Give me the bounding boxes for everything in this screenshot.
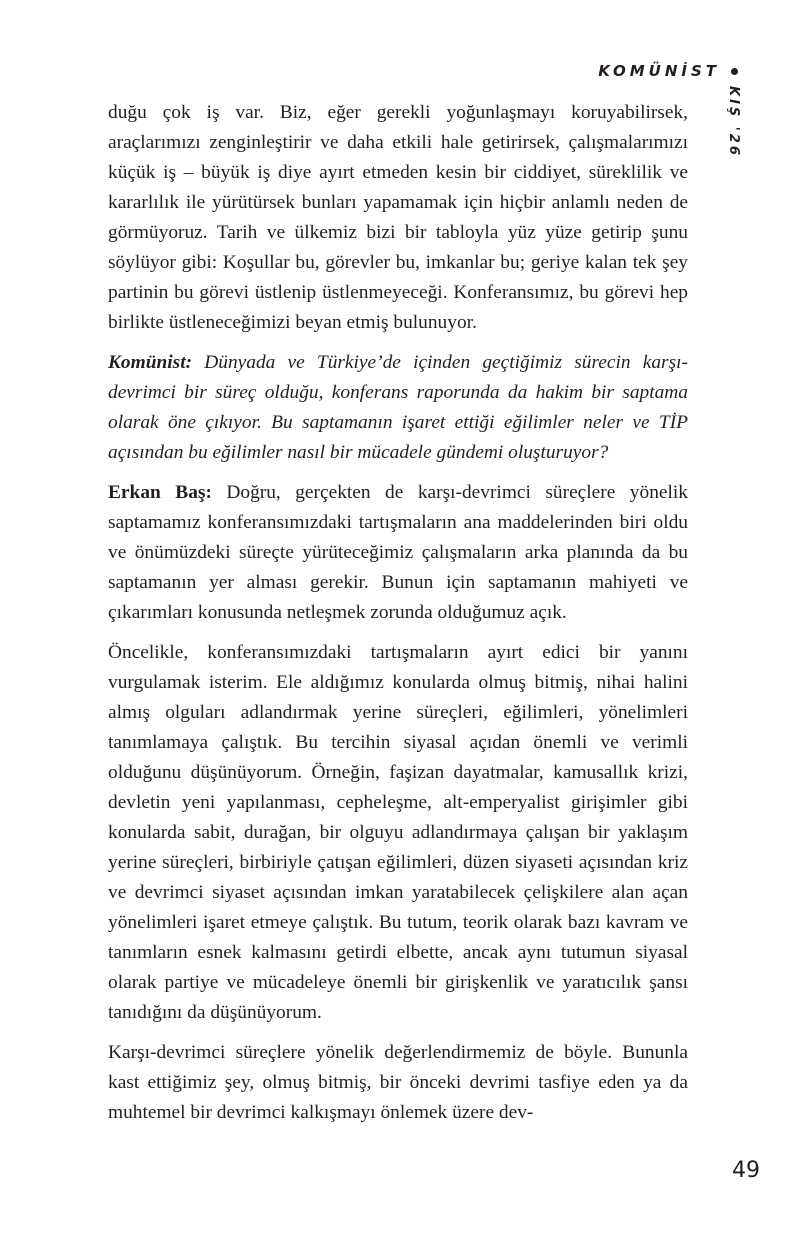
speaker-name: Erkan Baş:: [108, 482, 212, 503]
header-bullet-icon: [731, 68, 738, 75]
running-header-title: KOMÜNİST: [598, 62, 720, 80]
speaker-name: Komünist:: [108, 352, 193, 373]
question-text: Dünyada ve Türkiye’de içinden geçtiğimiz sürecin karşı-devrimci bir süreç olduğu, konferans raporunda da hakim bir saptama olarak öne çıkıyor. Bu saptamanın işaret ettiği eğilimler neler ve TİP açısından bu eğilimler nasıl bir mücadele gündemi oluşturuyor?: [108, 352, 688, 463]
interview-question: [108, 348, 688, 468]
paragraph-text: Karşı-devrimci süreçlere yönelik değerlendirmemiz de böyle. Bununla kast ettiğimiz şey, olmuş bitmiş, bir önceki devrimi tasfiye eden ya da muhtemel bir devrimci kalkışmayı önlemek üzere dev-: [108, 1042, 688, 1123]
paragraph: [108, 638, 688, 1028]
paragraph-text: Öncelikle, konferansımızdaki tartışmaların ayırt edici bir yanını vurgulamak isterim. Ele aldığımız konularda olmuş bitmiş, nihai halini almış olguları adlandırmak yerine süreçleri, eğilimleri, yönelimleri tanımlamaya çalıştık. Bu tercihin siyasal açıdan önemli ve verimli olduğunu düşünüyorum. Örneğin, faşizan dayatmalar, kamusallık krizi, devletin yeni yapılanması, cepheleşme, alt-emperyalist girişimler gibi konularda sabit, durağan, bir olguyu adlandırmaya çalışan bir yaklaşım yerine süreçleri, birbiriyle çatışan eğilimleri, düzen siyaseti açısından kriz ve devrimci siyaset açısından imkan yaratabilecek çelişkilere alan açan yönelimleri işaret etmeye çalıştık. Bu tutum, teorik olarak bazı kavram ve tanımların esnek kalmasını getirdi elbette, ancak aynı tutumun siyasal olarak partiye ve mücadeleye önemli bir girişkenlik ve yaratıcılık şansı tanıdığını da düşünüyorum.: [108, 642, 688, 1023]
paragraph: [108, 98, 688, 338]
page-number: 49: [732, 1158, 760, 1183]
answer-text: Doğru, gerçekten de karşı-devrimci süreçlere yönelik saptamamız konferansımızdaki tartışmaların ana maddelerinden biri oldu ve önümüzdeki süreçte yürüteceğimiz çalışmaların arka planında da bu saptamanın yer alması gerekir. Bunun için saptamanın mahiyeti ve çıkarımları konusunda netleşmek zorunda olduğumuz açık.: [108, 482, 688, 623]
paragraph: [108, 1038, 688, 1128]
paragraph-text: duğu çok iş var. Biz, eğer gerekli yoğunlaşmayı koruyabilirsek, araçlarımızı zenginleştirir ve daha etkili hale getirirsek, çalışmalarımızı küçük iş – büyük iş diye ayırt etmeden kesin bir ciddiyet, süreklilik ve kararlılık ile yürütürsek bunları yapamamak için hiçbir anlamlı neden de görmüyoruz. Tarih ve ülkemiz bizi bir tabloyla yüz yüze getirip şunu söylüyor gibi: Koşullar bu, görevler bu, imkanlar bu; geriye kalan tek şey partinin bu görevi üstlenip üstlenmeyeceği. Konferansımız, bu görevi hep birlikte üstleneceğimizi beyan etmiş bulunuyor.: [108, 102, 688, 333]
body-text: [108, 98, 688, 1138]
interview-answer: [108, 478, 688, 628]
running-header-issue: KIŞ '26: [726, 86, 741, 158]
